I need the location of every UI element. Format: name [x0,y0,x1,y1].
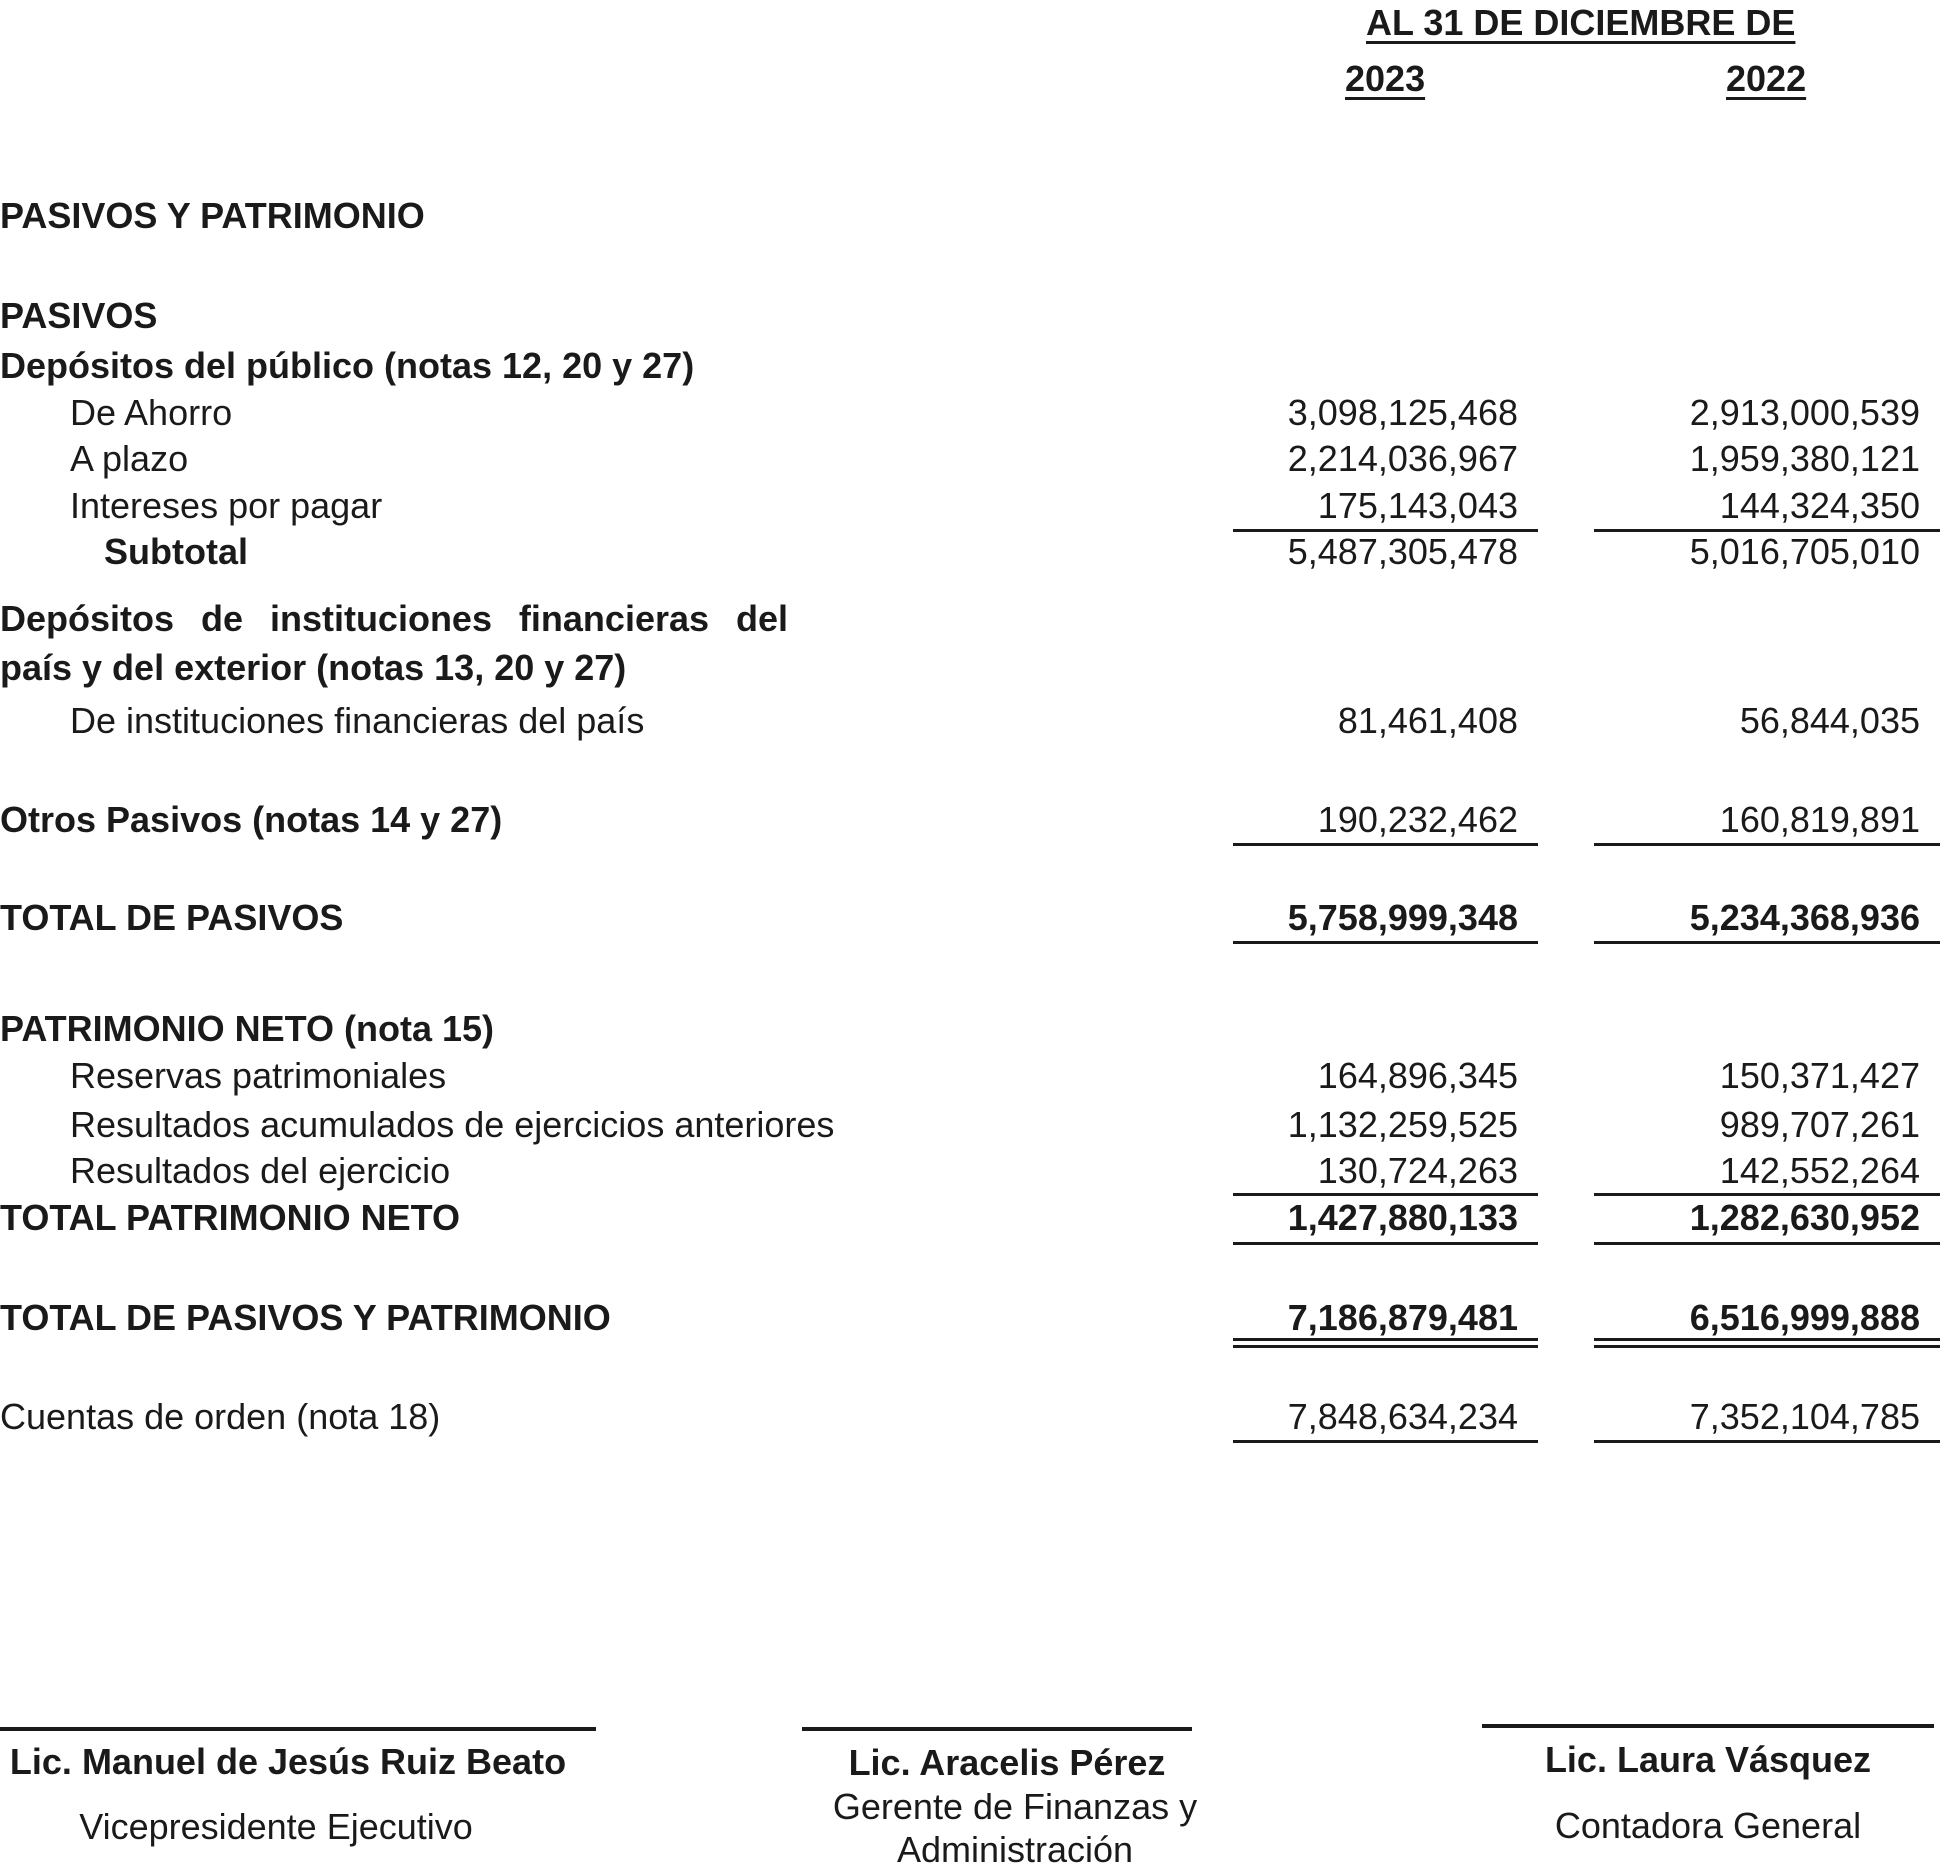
depositos-publico-title: Depósitos del público (notas 12, 20 y 27) [0,345,695,386]
row-label: De instituciones financieras del país [70,700,645,741]
value-2023: 130,724,263 [1317,1150,1518,1191]
section-title: PASIVOS Y PATRIMONIO [0,195,425,236]
value-2022: 142,552,264 [1719,1150,1920,1191]
double-rule [1594,1338,1940,1341]
value-2023: 164,896,345 [1317,1055,1518,1096]
value-2022: 989,707,261 [1719,1104,1920,1145]
row-label: TOTAL PATRIMONIO NETO [0,1197,461,1238]
double-rule [1594,1345,1940,1348]
rule [1594,1440,1940,1443]
year-2022-heading: 2022 [1726,58,1807,99]
value-2022: 2,913,000,539 [1689,392,1920,433]
value-2022: 5,234,368,936 [1689,897,1920,938]
year-2023-heading: 2023 [1345,58,1426,99]
double-rule [1233,1338,1538,1341]
value-2023: 7,848,634,234 [1287,1396,1518,1437]
value-2023: 1,132,259,525 [1287,1104,1518,1145]
rule [1233,1440,1538,1443]
signature-line [0,1727,596,1731]
signer-name: Lic. Laura Vásquez [1544,1739,1872,1780]
value-2023: 7,186,879,481 [1287,1297,1518,1338]
signature-line [1482,1724,1934,1728]
value-2022: 1,282,630,952 [1689,1197,1920,1238]
value-2022: 160,819,891 [1719,799,1920,840]
value-2022: 150,371,427 [1719,1055,1920,1096]
signer-title: Contadora General [1554,1805,1862,1846]
signer-title-line2: Administración [896,1829,1134,1870]
row-label: A plazo [70,438,189,479]
value-2023: 81,461,408 [1337,700,1518,741]
rule [1233,843,1538,846]
value-2022: 5,016,705,010 [1689,531,1920,572]
value-2023: 175,143,043 [1317,485,1518,526]
row-label: Cuentas de orden (nota 18) [0,1396,441,1437]
row-label: TOTAL DE PASIVOS Y PATRIMONIO [0,1297,611,1338]
value-2022: 6,516,999,888 [1689,1297,1920,1338]
value-2023: 5,758,999,348 [1287,897,1518,938]
value-2023: 3,098,125,468 [1287,392,1518,433]
row-label: Intereses por pagar [70,485,383,526]
row-label: Otros Pasivos (notas 14 y 27) [0,799,503,840]
row-label: Subtotal [104,531,248,572]
patrimonio-title: PATRIMONIO NETO (nota 15) [0,1008,495,1049]
signature-line [802,1727,1192,1731]
row-label: Reservas patrimoniales [70,1055,447,1096]
value-2023: 190,232,462 [1317,799,1518,840]
value-2022: 1,959,380,121 [1689,438,1920,479]
signer-name: Lic. Manuel de Jesús Ruiz Beato [9,1741,567,1782]
pasivos-title: PASIVOS [0,295,158,336]
row-label: De Ahorro [70,392,233,433]
period-heading: AL 31 DE DICIEMBRE DE [1366,2,1796,43]
value-2022: 56,844,035 [1739,700,1920,741]
signer-title-line1: Gerente de Finanzas y [832,1786,1198,1827]
rule [1233,1193,1538,1196]
row-label: Resultados del ejercicio [70,1150,451,1191]
value-2023: 1,427,880,133 [1287,1197,1518,1238]
row-label: Resultados acumulados de ejercicios anteriores [70,1104,835,1145]
depositos-instituciones-title-line2: país y del exterior (notas 13, 20 y 27) [0,647,627,688]
rule [1594,1193,1940,1196]
double-rule [1233,1345,1538,1348]
signer-title: Vicepresidente Ejecutivo [79,1806,473,1847]
depositos-instituciones-title-line1: Depósitos de instituciones financieras del [0,598,788,639]
rule [1594,941,1940,944]
value-2023: 2,214,036,967 [1287,438,1518,479]
rule [1594,843,1940,846]
rule [1233,941,1538,944]
row-label: TOTAL DE PASIVOS [0,897,344,938]
signer-name: Lic. Aracelis Pérez [848,1742,1166,1783]
value-2022: 7,352,104,785 [1689,1396,1920,1437]
rule [1594,1242,1940,1245]
rule [1233,1242,1538,1245]
value-2023: 5,487,305,478 [1287,531,1518,572]
value-2022: 144,324,350 [1719,485,1920,526]
